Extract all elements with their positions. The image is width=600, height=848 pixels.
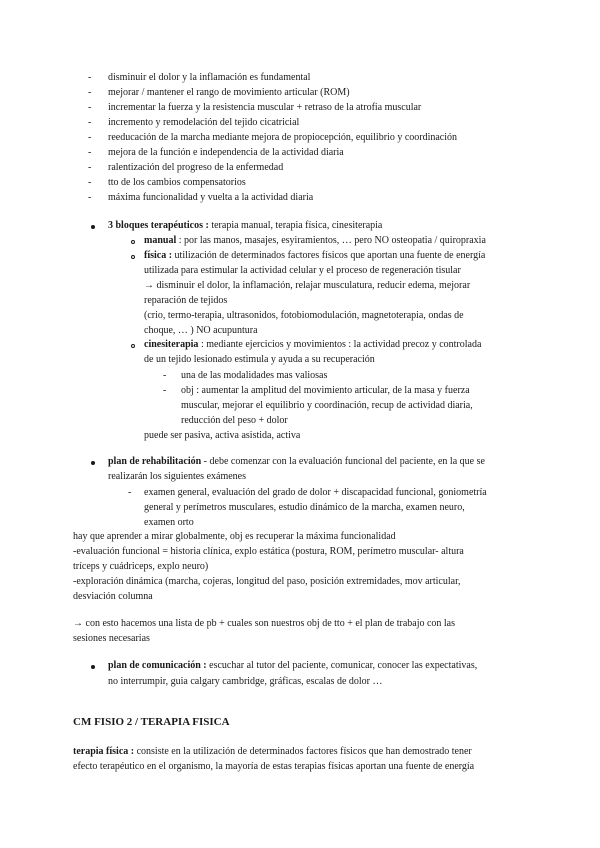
bullet-icon (91, 225, 95, 229)
list-dash: - (88, 72, 92, 83)
rehab-sub-item: examen general, evaluación del grado de dolor + discapacidad funcional, goniometría (144, 487, 487, 498)
bullet-icon (91, 665, 95, 669)
rehab-sub-item: examen orto (144, 517, 194, 528)
cines-after: puede ser pasiva, activa asistida, activa (144, 430, 301, 441)
list-item: tto de los cambios compensatorios (108, 177, 246, 188)
list-item: disminuir el dolor y la inflamación es fundamental (108, 72, 311, 83)
list-dash: - (88, 147, 92, 158)
comunicacion-text: escuchar al tutor del paciente, comunicar, conocer las expectativas, (206, 660, 478, 671)
fisica-line: choque, … ) NO acupuntura (144, 325, 258, 336)
list-item: incremento y remodelación del tejido cicatricial (108, 117, 300, 128)
list-item: mejorar / mantener el rango de movimiento articular (ROM) (108, 87, 350, 98)
fisica-text: utilización de determinados factores físicos que aportan una fuente de energía (172, 250, 486, 261)
comunicacion-title: plan de comunicación : (108, 660, 207, 671)
bloques-text: terapia manual, terapia física, cinesiterapia (208, 220, 383, 231)
cines-sub-item: muscular, mejorar el equilibrio y coordinación, recup de actividad diaria, (181, 400, 473, 411)
circle-bullet-icon (131, 240, 135, 244)
list-item: incrementar la fuerza y la resistencia muscular + retraso de la atrofia muscular (108, 102, 422, 113)
cines-text: : mediante ejercicios y movimientos : la actividad precoz y controlada (198, 339, 482, 350)
list-item: ralentización del progreso de la enfermedad (108, 162, 284, 173)
rehab-line (108, 455, 485, 469)
cines-line (144, 338, 481, 352)
sub-dash: - (128, 487, 132, 498)
cines-line: de un tejido lesionado estimula y ayuda a su recuperación (144, 354, 375, 365)
list-dash: - (88, 132, 92, 143)
circle-bullet-icon (131, 255, 135, 259)
list-dash: - (88, 87, 92, 98)
terapia-text: consiste en la utilización de determinados factores físicos que han demostrado tener (134, 746, 472, 757)
bloques-title: 3 bloques terapéuticos : (108, 220, 209, 231)
cines-sub-item: una de las modalidades mas valiosas (181, 370, 328, 381)
manual-text: : por las manos, masajes, esyiramientos, … pero NO osteopatia / quiropraxia (178, 235, 486, 246)
list-dash: - (88, 162, 92, 173)
paragraph-line: hay que aprender a mirar globalmente, obj es recuperar la máxima funcionalidad (73, 531, 396, 542)
rehab-text: - debe comenzar con la evaluación funcional del paciente, en la que se (201, 456, 485, 467)
list-item: máxima funcionalidad y vuelta a la actividad diaria (108, 192, 314, 203)
section-heading: CM FISIO 2 / TERAPIA FISICA (73, 716, 230, 728)
fisica-line: (crio, termo-terapia, ultrasonidos, fotobiomodulación, magnetoterapia, ondas de (144, 310, 464, 321)
paragraph-line: desviación columna (73, 591, 153, 602)
terapia-line: efecto terapéutico en el organismo, la mayoría de estas terapias físicas aportan una fuente de energía (73, 761, 475, 772)
fisica-line (144, 249, 485, 263)
list-item: mejora de la función e independencia de la actividad diaria (108, 147, 344, 158)
rehab-title: plan de rehabilitación (108, 456, 202, 467)
sub-dash: - (163, 370, 167, 381)
paragraph-line: -exploración dinámica (marcha, cojeras, longitud del paso, posición extremidades, mov articular, (73, 576, 461, 587)
bullet-icon (91, 461, 95, 465)
arrow-line: → con esto hacemos una lista de pb + cuales son nuestros obj de tto + el plan de trabajo con las (73, 618, 456, 629)
rehab-line: realizarán los siguientes exámenes (108, 471, 246, 482)
comunicacion-line (108, 659, 477, 673)
list-dash: - (88, 117, 92, 128)
cines-sub-item: reducción del peso + dolor (181, 415, 288, 426)
terapia-title: terapia física : (73, 746, 135, 757)
sub-dash: - (163, 385, 167, 396)
rehab-sub-item: general y perímetros musculares, estudio dinámico de la marcha, examen neuro, (144, 502, 465, 513)
fisica-line: utilizada para estimular la actividad celular y el proceso de regeneración tisular (144, 265, 461, 276)
paragraph-line: -evaluación funcional = historia clínica, explo estática (postura, ROM, perímetro muscular- altura (73, 546, 464, 557)
list-dash: - (88, 192, 92, 203)
circle-bullet-icon (131, 344, 135, 348)
cines-title: cinesiterapia (144, 339, 199, 350)
list-dash: - (88, 102, 92, 113)
terapia-line (73, 745, 472, 759)
cines-sub-item: obj : aumentar la amplitud del movimiento articular, de la masa y fuerza (181, 385, 470, 396)
fisica-title: física : (144, 250, 173, 261)
manual-line (144, 234, 486, 248)
fisica-line: reparación de tejidos (144, 295, 228, 306)
list-item: reeducación de la marcha mediante mejora de propiocepción, equilibrio y coordinación (108, 132, 458, 143)
fisica-line: → disminuir el dolor, la inflamación, relajar musculatura, reducir edema, mejorar (144, 280, 471, 291)
manual-title: manual (144, 235, 177, 246)
bloques-line (108, 219, 382, 233)
paragraph-line: tríceps y cuádriceps, explo neuro) (73, 561, 209, 572)
list-dash: - (88, 177, 92, 188)
comunicacion-line: no interrumpir, guia calgary cambridge, gráficas, escalas de dolor … (108, 676, 383, 687)
arrow-line: sesiones necesarias (73, 633, 150, 644)
